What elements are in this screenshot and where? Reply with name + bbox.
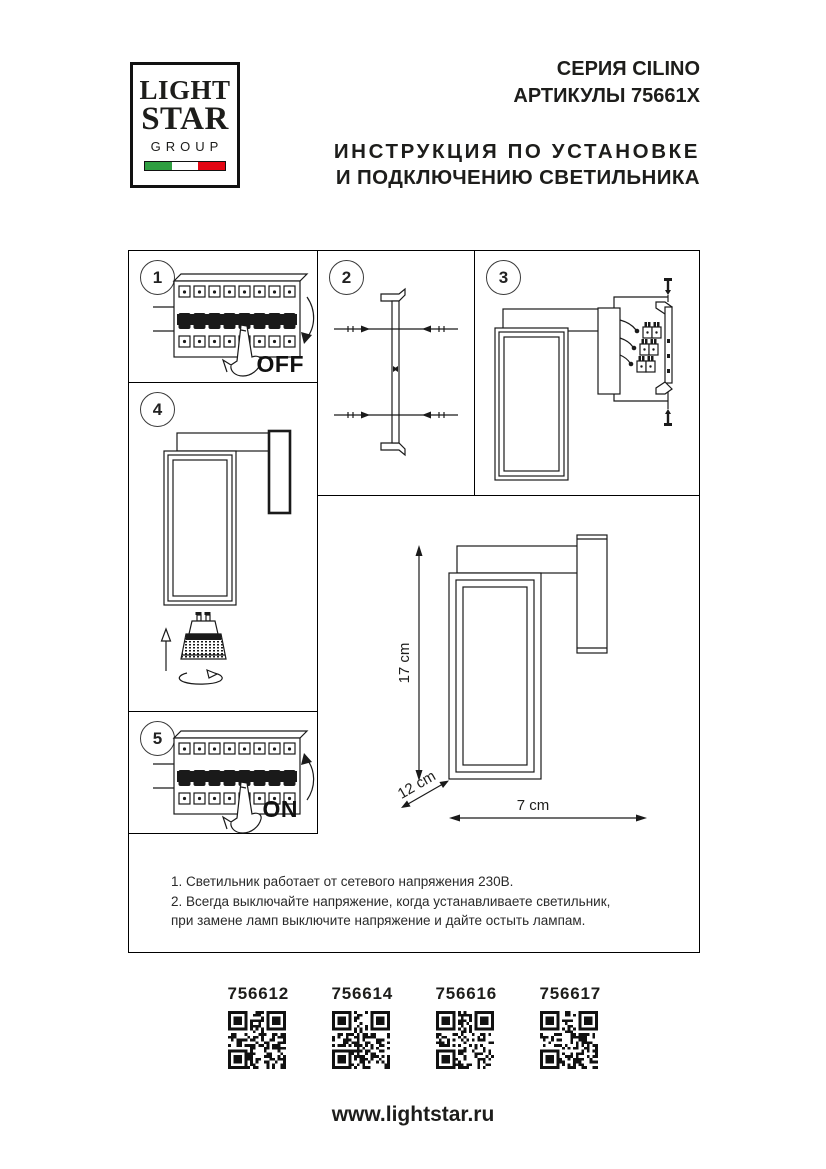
- step-1-number: 1: [140, 260, 175, 295]
- step-3-panel: [475, 251, 699, 496]
- step-3-number: 3: [486, 260, 521, 295]
- flag-red: [198, 162, 225, 170]
- lamp-insert-illustration: [129, 383, 318, 711]
- step-1-panel: [129, 251, 318, 383]
- flag-green: [145, 162, 172, 170]
- article-item: [435, 984, 498, 1069]
- dimension-drawing: [389, 529, 701, 829]
- step-2-number: 2: [329, 260, 364, 295]
- article-item: [227, 984, 290, 1069]
- articles-title: АРТИКУЛЫ 75661X: [513, 85, 700, 107]
- page-title: [334, 139, 700, 191]
- dim-depth-label: 12 cm: [394, 767, 439, 803]
- lightstar-logo: [130, 62, 240, 188]
- article-code: 756612: [227, 984, 290, 1003]
- step-4-number: 4: [140, 392, 175, 427]
- wiring-illustration: [475, 251, 699, 494]
- article-list: [0, 984, 826, 1069]
- article-code: 756617: [539, 984, 602, 1003]
- note-line-2: 2. Всегда выключайте напряжение, когда устанавливаете светильник,: [171, 893, 611, 909]
- logo-word-star: STAR: [141, 101, 229, 137]
- italian-flag-stripe: [144, 161, 226, 171]
- step-4-panel: [129, 383, 318, 712]
- qr-code-756616: [436, 1011, 494, 1069]
- step-5-panel: [129, 712, 318, 834]
- flag-white: [172, 162, 199, 170]
- website-url: www.lightstar.ru: [331, 1103, 495, 1126]
- article-item: [539, 984, 602, 1069]
- step-2-panel: [318, 251, 475, 496]
- qr-code-756617: [540, 1011, 598, 1069]
- dim-width-label: 7 cm: [516, 797, 550, 814]
- mounting-bracket-illustration: [318, 251, 475, 494]
- note-line-3: при замене ламп выключите напряжение и дайте остыть лампам.: [171, 913, 586, 928]
- logo-word-group: GROUP: [150, 139, 224, 154]
- article-code: 756616: [435, 984, 498, 1003]
- diagram-box: [128, 250, 700, 953]
- instruction-title-line2: И ПОДКЛЮЧЕНИЮ СВЕТИЛЬНИКА: [335, 166, 700, 189]
- step-5-number: 5: [140, 721, 175, 756]
- safety-notes: [171, 872, 621, 931]
- article-item: [331, 984, 394, 1069]
- series-title: СЕРИЯ CILINO: [556, 58, 700, 80]
- instruction-title-line1: ИНСТРУКЦИЯ ПО УСТАНОВКЕ: [333, 140, 700, 163]
- on-label: ON: [262, 796, 298, 822]
- note-line-1: 1. Светильник работает от сетевого напряжения 230В.: [171, 874, 514, 889]
- qr-code-756614: [332, 1011, 390, 1069]
- article-code: 756614: [331, 984, 394, 1003]
- series-block: [513, 56, 700, 110]
- dim-height-label: 17 cm: [396, 642, 413, 684]
- logo-word-light: LIGHT: [139, 75, 231, 105]
- qr-code-756612: [228, 1011, 286, 1069]
- off-label: OFF: [256, 351, 304, 377]
